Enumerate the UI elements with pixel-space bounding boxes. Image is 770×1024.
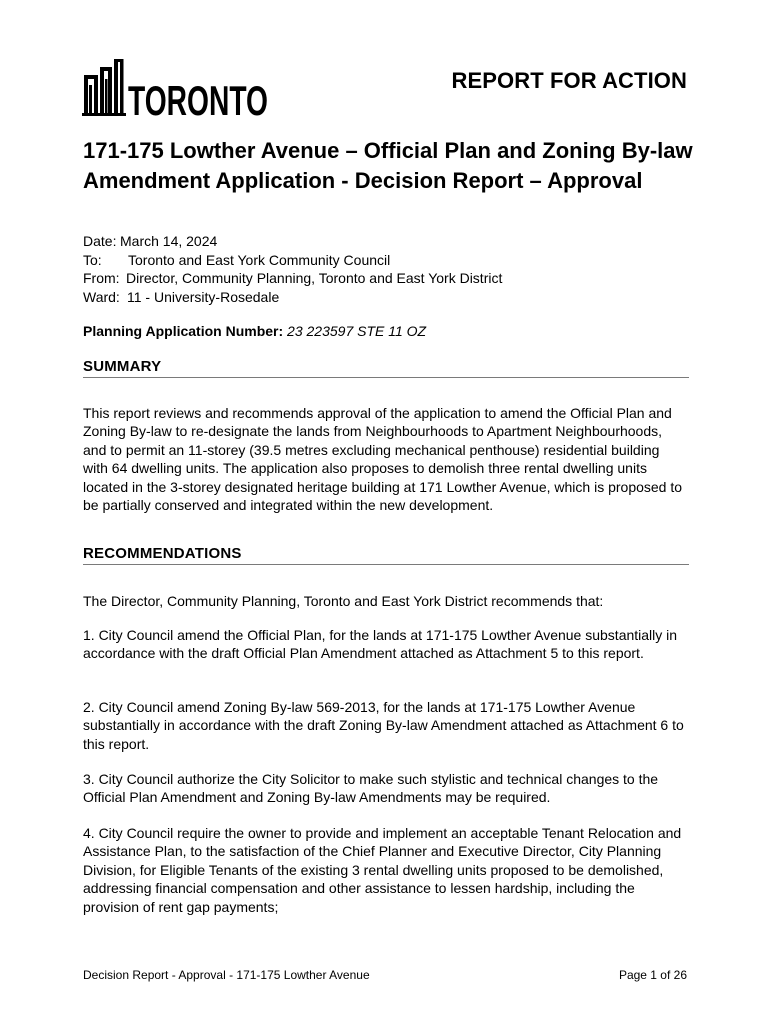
meta-to-value: Toronto and East York Community Council	[128, 251, 391, 268]
meta-from-label: From:	[83, 270, 120, 286]
meta-to	[83, 251, 502, 270]
meta-ward-label: Ward:	[83, 288, 120, 305]
recommendation-item-4: 4. City Council require the owner to provide and implement an acceptable Tenant Relocation and Assistance Plan, to the satisfaction of the Chief Planner and Executive Director, City Planning Division, for Eligible Tenants of the existing 3 rental dwelling units proposed to be demolished, addressing financial compensation and other assistance to lessen hardship, including the provision of rent gap payments;	[83, 825, 682, 915]
meta-ward	[83, 288, 502, 307]
meta-ward-value: 11 - University-Rosedale	[127, 288, 280, 305]
toronto-logo-graphic	[82, 55, 272, 124]
summary-heading: SUMMARY	[83, 358, 689, 378]
logo-wordmark: TORONTO	[128, 77, 268, 124]
recommendation-item-2: 2. City Council amend Zoning By-law 569-2013, for the lands at 171-175 Lowther Avenue substantially in accordance with the draft Zoning By-law Amendment attached as Attachment 6 to this report.	[83, 699, 684, 752]
meta-from-value: Director, Community Planning, Toronto and East York District	[126, 270, 503, 286]
application-number-label: Planning Application Number:	[83, 323, 284, 339]
footer-page-number: Page 1 of 26	[618, 968, 687, 982]
recommendation-item-1: 1. City Council amend the Official Plan, for the lands at 171-175 Lowther Avenue substantially in accordance with the draft Official Plan Amendment attached as Attachment 5 to this report.	[83, 627, 678, 662]
recommendation-item-3: 3. City Council authorize the City Solicitor to make such stylistic and technical changes to the Official Plan Amendment and Zoning By-law Amendments may be required.	[83, 771, 659, 806]
meta-to-label: To:	[83, 251, 102, 268]
summary-body: This report reviews and recommends approval of the application to amend the Official Plan and Zoning By-law to re-designate the lands from Neighbourhoods to Apartment Neighbourhoods, and to permit an 11-storey (39.5 metres excluding mechanical penthouse) residential building with 64 dwelling units. The application also proposes to demolish three rental dwelling units located in the 3-storey designated heritage building at 171 Lowther Avenue, which is proposed to be partially conserved and integrated within the new development.	[83, 405, 683, 514]
report-type-label: REPORT FOR ACTION	[451, 68, 687, 93]
report-title: 171-175 Lowther Avenue – Official Plan and Zoning By-law Amendment Application - Decision Report – Approval	[83, 138, 693, 193]
toronto-logo	[82, 55, 272, 124]
meta-date-label: Date:	[83, 233, 117, 249]
recommendations-heading: RECOMMENDATIONS	[83, 545, 689, 565]
footer-document-title: Decision Report - Approval - 171-175 Lowther Avenue	[83, 968, 370, 982]
planning-application-number	[83, 323, 426, 339]
meta-date	[83, 232, 502, 251]
application-number-value: 23 223597 STE 11 OZ	[287, 323, 427, 339]
report-metadata	[83, 232, 502, 306]
meta-from	[83, 269, 502, 288]
meta-date-value: March 14, 2024	[120, 233, 218, 249]
recommendations-intro: The Director, Community Planning, Toronto and East York District recommends that:	[83, 593, 604, 609]
